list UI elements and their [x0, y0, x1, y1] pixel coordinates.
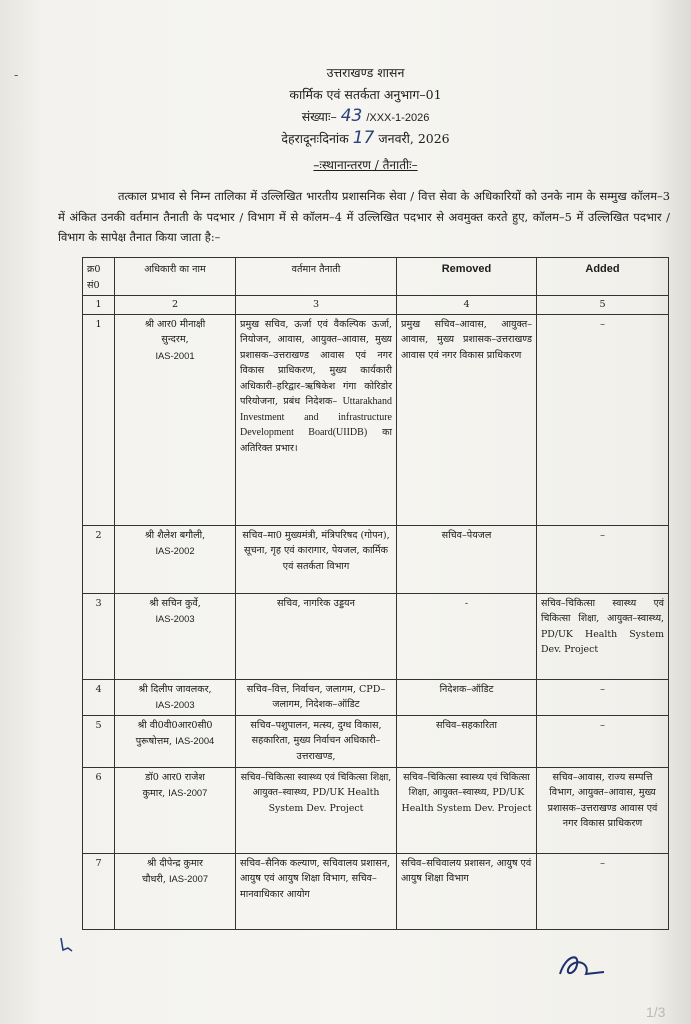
- department-title: कार्मिक एवं सतर्कता अनुभाग–01: [289, 87, 442, 102]
- table-row: [83, 679, 669, 715]
- date-prefix: देहरादूनःदिनांक: [281, 131, 349, 146]
- officer-batch: IAS-2003: [155, 699, 195, 710]
- order-number: [20, 106, 691, 126]
- header-current: वर्तमान तैनाती: [236, 258, 397, 296]
- header-name: अधिकारी का नाम: [115, 258, 236, 296]
- removed-posting: निदेशक–ऑडिट: [397, 679, 537, 715]
- table-row: [83, 767, 669, 853]
- officer-name: [115, 679, 236, 715]
- officer-name-line2: चौधरी,: [141, 874, 166, 885]
- removed-posting: प्रमुख सचिव–आवास, आयुक्त–आवास, मुख्य प्रशासक–उत्तराखण्ड आवास एवं नगर विकास प्राधिकरण: [397, 314, 537, 525]
- added-posting: –: [537, 715, 669, 767]
- signature: [552, 944, 612, 992]
- officer-batch: IAS-2007: [168, 873, 209, 884]
- col-num: 5: [537, 296, 669, 315]
- row-sno: 7: [83, 853, 115, 929]
- col-num: 4: [397, 296, 537, 315]
- officer-name-line1: श्री सचिन कुर्वे,: [149, 597, 201, 609]
- order-number-handwritten: 43: [340, 106, 363, 126]
- header-sno: क्र0 सं0: [83, 258, 115, 296]
- officer-name-line1: श्री दीपेन्द्र कुमार: [147, 857, 203, 869]
- subject-heading: –ःस्थानान्तरण / तैनातीः–: [313, 158, 418, 172]
- removed-posting: -: [397, 593, 537, 679]
- officer-name-line2-wrap: [119, 733, 231, 750]
- table-row: [83, 314, 669, 525]
- current-posting: सचिव–वित्त, निर्वाचन, जलागम, CPD–जलागम, निदेशक–ऑडिट: [236, 679, 397, 715]
- row-sno: 3: [83, 593, 115, 679]
- header-removed: Removed: [397, 258, 537, 296]
- margin-tick-mark: -: [14, 68, 19, 83]
- col-num: 2: [115, 296, 236, 315]
- col-num: 3: [236, 296, 397, 315]
- row-sno: 4: [83, 679, 115, 715]
- table-header-row: [83, 258, 669, 296]
- added-posting: –: [537, 679, 669, 715]
- removed-posting: सचिव–पेयजल: [397, 525, 537, 593]
- page-number: 1/3: [646, 1004, 666, 1020]
- officer-name: [115, 853, 236, 929]
- officer-batch: IAS-2001: [155, 349, 195, 361]
- officer-batch: IAS-2004: [175, 735, 215, 746]
- current-posting: सचिव–पशुपालन, मत्स्य, दुग्ध विकास, सहकारिता, मुख्य निर्वाचन अधिकारी– उत्तराखण्ड,: [236, 715, 397, 767]
- officer-name-line2-wrap: [119, 785, 231, 802]
- order-number-suffix: /XXX-1-2026: [366, 112, 430, 124]
- added-posting: –: [537, 853, 669, 929]
- removed-posting: सचिव–सचिवालय प्रशासन, आयुष एवं आयुष शिक्षा विभाग: [397, 853, 537, 929]
- transfer-table: [82, 257, 669, 930]
- intro-paragraph: तत्काल प्रभाव से निम्न तालिका में उल्लिखित भारतीय प्रशासनिक सेवा / वित्त सेवा के अधिकारियों को उनके नाम के सम्मुख कॉलम–3 में अंकित उनकी वर्तमान तैनाती के पदभार / विभाग में से कॉलम–4 में उल्लिखित पदभार से अवमुक्त करते हुए, कॉलम–5 में उल्लिखित पदभार / विभाग के सापेक्ष तैनात किया जाता है:–: [58, 189, 670, 244]
- order-date: [20, 128, 691, 148]
- officer-name: [115, 593, 236, 679]
- added-posting: सचिव–आवास, राज्य सम्पत्ति विभाग, आयुक्त–आवास, मुख्य प्रशासक–उत्तराखण्ड आवास एवं नगर विकास प्राधिकरण: [537, 767, 669, 853]
- officer-name-line1: श्री आर0 मीनाक्षी: [144, 318, 206, 330]
- row-sno: 2: [83, 525, 115, 593]
- date-handwritten: 17: [352, 128, 375, 148]
- table-row: [83, 593, 669, 679]
- officer-name: [115, 715, 236, 767]
- govt-title: उत्तराखण्ड शासन: [326, 65, 405, 80]
- row-sno: 5: [83, 715, 115, 767]
- current-posting-english: Uttarakhand Investment and infrastructure Development Board(UIIDB): [240, 396, 392, 438]
- officer-name-line2: सुन्दरम,: [161, 334, 189, 345]
- table-row: [83, 853, 669, 929]
- current-posting: सचिव–मा0 मुख्यमंत्री, मंत्रिपरिषद (गोपन), सूचना, गृह एवं कारागार, पेयजल, कार्मिक एवं सतर्कता विभाग: [236, 525, 397, 593]
- current-posting-tail: का अतिरिक्त प्रभार।: [240, 427, 392, 454]
- current-posting: [236, 314, 397, 525]
- table-row: [83, 525, 669, 593]
- initials-mark: [58, 936, 76, 961]
- row-sno: 6: [83, 767, 115, 853]
- removed-posting: सचिव–चिकित्सा स्वास्थ्य एवं चिकित्सा शिक्षा, आयुक्त–स्वास्थ्य, PD/UK Health System Dev. Project: [397, 767, 537, 853]
- current-posting: सचिव, नागरिक उड्डयन: [236, 593, 397, 679]
- table-row: [83, 715, 669, 767]
- date-suffix: जनवरी, 2026: [378, 131, 450, 146]
- current-posting-hindi: प्रमुख सचिव, ऊर्जा एवं वैकल्पिक ऊर्जा, नियोजन, आवास, आयुक्त–आवास, मुख्य प्रशासक–उत्तराखण्ड आवास एवं नगर विकास प्राधिकरण, मुख्य कार्यकारी अधिकारी–हरिद्वार–ऋषिकेश गंगा कोरिडोर परियोजना, प्रबंध निदेशक–: [240, 318, 392, 407]
- officer-name-line2: कुमार,: [142, 788, 166, 799]
- row-sno: 1: [83, 314, 115, 525]
- removed-posting: सचिव–सहकारिता: [397, 715, 537, 767]
- officer-batch: IAS-2002: [155, 545, 195, 556]
- order-number-label: संख्याः–: [301, 109, 337, 124]
- officer-batch: IAS-2007: [168, 787, 208, 798]
- officer-name-line1: श्री वी0वी0आर0सी0: [137, 719, 213, 731]
- current-posting: सचिव–सैनिक कल्याण, सचिवालय प्रशासन, आयुष एवं आयुष शिक्षा विभाग, सचिव–मानवाधिकार आयोग: [236, 853, 397, 929]
- officer-name-line1: डॉ0 आर0 राजेश: [145, 771, 205, 783]
- column-number-row: [83, 296, 669, 315]
- added-posting: –: [537, 525, 669, 593]
- officer-batch: IAS-2003: [155, 613, 195, 624]
- header-added: Added: [537, 258, 669, 296]
- officer-name-line1: श्री शैलेश बगौली,: [144, 529, 206, 541]
- officer-name-line2: पुरूषोत्तम,: [135, 736, 173, 747]
- tick-scribble-icon: [58, 936, 76, 956]
- officer-name-line2-wrap: [119, 871, 231, 888]
- added-posting: –: [537, 314, 669, 525]
- col-num: 1: [83, 296, 115, 315]
- current-posting: सचिव–चिकित्सा स्वास्थ्य एवं चिकित्सा शिक्षा, आयुक्त–स्वास्थ्य, PD/UK Health System Dev. Project: [236, 767, 397, 853]
- officer-name: [115, 525, 236, 593]
- added-posting: सचिव–चिकित्सा स्वास्थ्य एवं चिकित्सा शिक्षा, आयुक्त–स्वास्थ्य, PD/UK Health System Dev. Project: [537, 593, 669, 679]
- signature-scribble-icon: [552, 944, 612, 984]
- officer-name: [115, 314, 236, 525]
- officer-name: [115, 767, 236, 853]
- officer-name-line1: श्री दिलीप जावलकर,: [138, 683, 212, 695]
